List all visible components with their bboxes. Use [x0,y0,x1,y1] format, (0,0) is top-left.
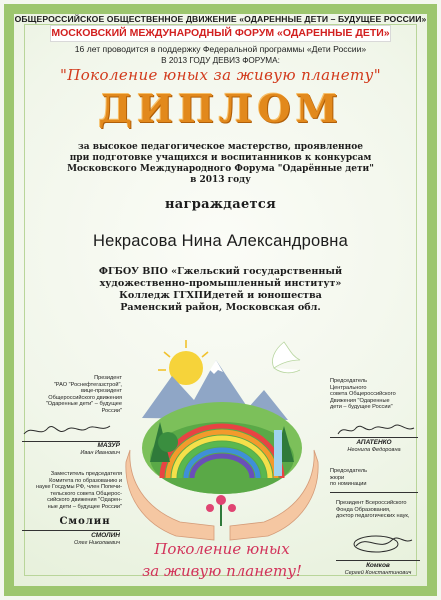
forum-banner: МОСКОВСКИЙ МЕЖДУНАРОДНЫЙ ФОРУМ «ОДАРЕННЫЕ ДЕТИ» [50,25,391,42]
signatory-right-bottom-name: Комков Сергей Константинович [344,562,412,576]
recipient-name: Некрасова Нина Александровна [92,232,348,250]
reason-line: Московского Международного Форума "Одарённые дети" [67,164,374,174]
diploma-title: ДИПЛОМ [98,86,343,131]
signatory-right-top-name: АПАТЕНКО Неонила Федоровна [347,439,401,453]
signature-line [22,530,120,531]
motto: "Поколение юных за живую планету" [59,66,382,84]
stamp-smolin: Смолин [59,516,111,527]
signatory-right-jury: Председатель жюри по номинации [330,468,368,488]
years-line: 16 лет проводится в поддержку Федеральной программы «Дети России» [74,44,367,54]
institution-line: Колледж ГГХПИдетей и юношества [119,290,322,301]
motto-label: В 2013 ГОДУ ДЕВИЗ ФОРУМА: [161,56,280,65]
artwork-illustration [124,330,320,592]
reason-line: в 2013 году [190,175,251,185]
signatory-left-top: Президент "РАО "Роснефтегазстрой", вице-президент Общероссийского движения "Одаренные дети" – будущее России" [45,375,122,414]
signature-line [330,437,418,438]
signatory-left-bottom-name: СМОЛИН Олег Николаевич [74,532,120,546]
institution-line: ФГБОУ ВПО «Гжельский государственный [98,266,343,277]
signatory-left-bottom: Заместитель председателя Комитета по образованию и науке Госдумы РФ, член Попечи- тельского совета Общерос- сийского движения "Одарен- ные дети – будущее России" [35,471,122,510]
signature-line [330,492,418,493]
dove-icon [272,342,300,373]
signatory-right-top: Председатель Центрального совета Общероссийского Движения "Одаренные дети – будущее России" [330,378,396,411]
award-reason [0,142,441,186]
signatory-right-bottom: Президент Всероссийского Фонда Образования, доктор педагогических наук, [336,500,410,520]
institution-line: Раменский район, Московская обл. [120,302,321,313]
artwork-caption-line2: за живую планету! [142,562,302,580]
organization-line: ОБЩЕРОССИЙСКОЕ ОБЩЕСТВЕННОЕ ДВИЖЕНИЕ «ОДАРЕННЫЕ ДЕТИ – БУДУЩЕЕ РОССИИ» [14,14,427,24]
signatory-left-top-name: МАЗУР Иван Иванович [80,442,120,456]
flowers [206,495,236,526]
signature-mazur [22,420,112,442]
signature-line [336,560,420,561]
signature-komkov [346,530,416,556]
reason-line: за высокое педагогическое мастерство, проявленное [78,142,363,152]
artwork-caption-line1: Поколение юных [154,540,290,558]
institution-line: художественно-промышленный институт» [99,278,342,289]
institution [0,266,441,314]
reason-line: при подготовке учащихся и воспитанников к конкурсам [69,153,372,163]
awarded-label: награждается [164,197,277,212]
